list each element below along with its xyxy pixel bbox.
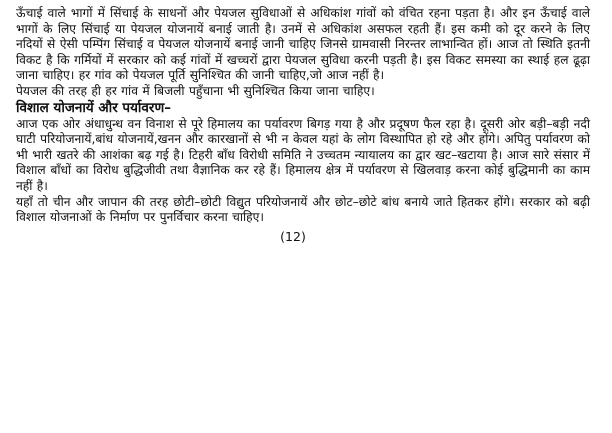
paragraph-environment: आज एक ओर अंधाधुन्ध वन विनाश से पूरे हिमालय का पर्यावरण बिगड़ गया है और प्रदूषण फैल रहा है। दूसरी ओर बड़ी–बड़ी नदी घाटी परियोजनायें,बांध योजनायें,खनन और कारखानों से भी न केवल यहां के लोग विस्थापित हो रहे और होंगे। अपितु पर्यावरण को भी भारी खतरे की आशंका बढ़ गई है। टिहरी बाँध विरोधी समिति ने उच्चतम न्यायालय का द्वार खट–खटाया है। आज सारे संसार में विशाल बाँधों का विरोध बुद्धिजीवी तथा वैज्ञानिक कर रहे हैं। हिमालय क्षेत्र में पर्यावरण से खिलवाड़ करना कोई बुद्धिमानी का काम नहीं है। (16, 116, 590, 193)
section-heading: विशाल योजनायें और पर्यावरण– (16, 99, 171, 116)
page-number: (12) (280, 228, 306, 244)
paragraph-electricity: पेयजल की तरह ही हर गांव में बिजली पहुँचाना भी सुनिश्चित किया जाना चाहिए। (16, 83, 375, 98)
paragraph-small-projects: यहाँ तो चीन और जापान की तरह छोटी–छोटी विद्युत परियोजनायें और छोट–छोटे बांध बनाये जाते हितकर होंगे। सरकार को बढ़ी विशाल योजनाओं के निर्माण पर पुनर्विचार करना चाहिए। (16, 194, 590, 225)
paragraph-irrigation-drinking-water: ऊँचाई वाले भागों में सिंचाई के साधनों और पेयजल सुविधाओं से अधिकांश गांवों को वंचित रहना पड़ता है। और इन ऊँचाई वाले भागों के लिए सिंचाई या पेयजल योजनायें बनाई जाती है। उनमें से अधिकांश असफल रहती हैं। इस कमी को दूर करने के लिए नदियों से ऐसी पम्पिंग सिंचाई व पेयजल योजनायें बनाई जानी चाहिए जिनसे ग्रामवासी निरन्तर लाभान्वित हों। आज तो स्थिति इतनी विकट है कि गर्मियों में सरकार को कई गांवों में खच्चरों द्वारा पेयजल सुविधा करनी पड़ती है। इस विकट समस्या का स्थाई हल ढूढ़ा जाना चाहिए। हर गांव को पेयजल पूर्ति सुनिश्चित की जानी चाहिए,जो आज नहीं है। (16, 6, 590, 83)
